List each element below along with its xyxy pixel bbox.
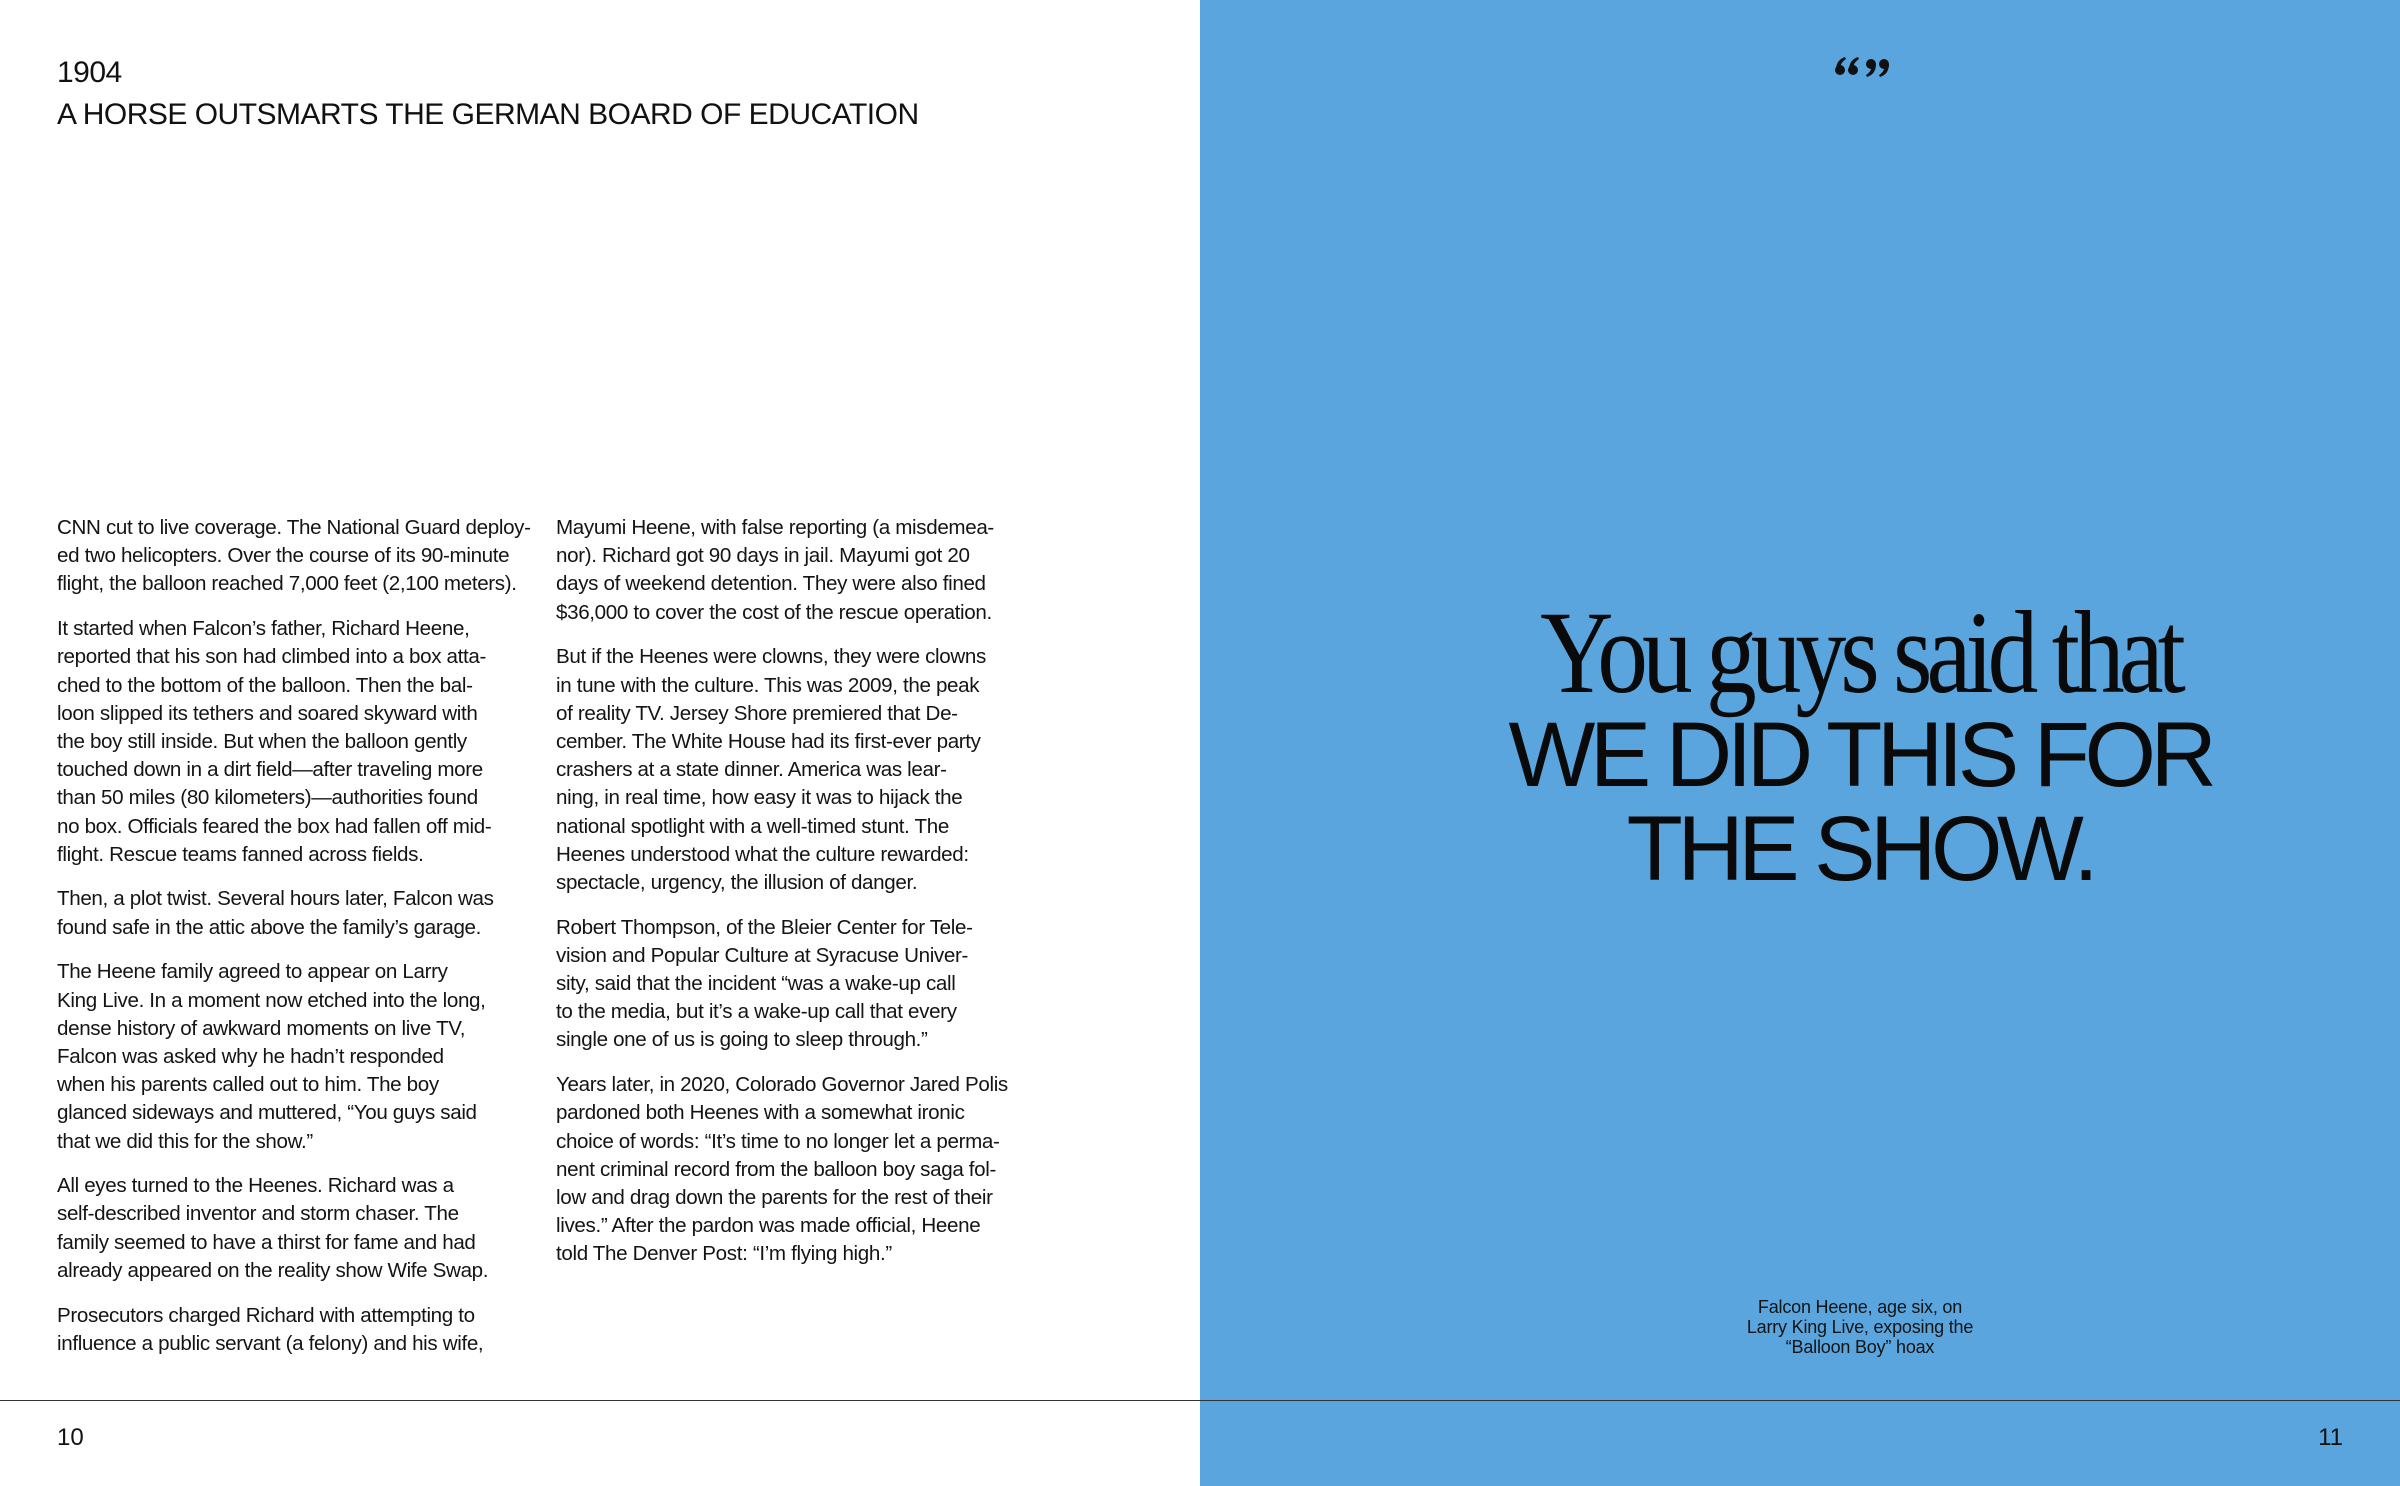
quote-marks-icon	[1834, 56, 1894, 92]
pull-quote-line-3: THE SHOW.	[1626, 798, 2094, 900]
caption-line: Falcon Heene, age six, on	[1757, 1297, 1963, 1317]
body-paragraph: Prosecutors charged Richard with attempting to influence a public servant (a felony) and his wife,	[57, 1303, 484, 1355]
page-number-right: 11	[2318, 1424, 2343, 1451]
body-paragraph: Mayumi Heene, with false reporting (a misdemea- nor). Richard got 90 days in jail. Mayumi got 20 days of weekend detention. They were also fined $36,000 to cover the cost of the rescue operation.	[556, 516, 994, 624]
body-paragraph: Then, a plot twist. Several hours later, Falcon was found safe in the attic above the family’s garage.	[57, 887, 494, 939]
pull-quote	[1400, 587, 2320, 900]
caption-line: Larry King Live, exposing the	[1746, 1317, 1974, 1337]
body-paragraph: It started when Falcon’s father, Richard Heene, reported that his son had climbed into a box atta- ched to the bottom of the balloon. Then the bal- loon slipped its tethers and soared skyward with the boy still inside. But when the balloon gently touched down in a dirt field—after traveling more than 50 miles (80 kilometers)—authorities found no box. Officials feared the box had fallen off mid- flight. Rescue teams fanned across fields.	[57, 617, 492, 866]
body-paragraph: The Heene family agreed to appear on Larry King Live. In a moment now etched into the long, dense history of awkward moments on live TV, Falcon was asked why he hadn’t responded when his parents called out to him. The boy glanced sideways and muttered, “You guys said that we did this for the show.”	[57, 960, 486, 1153]
body-paragraph: But if the Heenes were clowns, they were clowns in tune with the culture. This was 2009, the peak of reality TV. Jersey Shore premiered that De- cember. The White House had its first-ever party crashers at a state dinner. America was lear- ning, in real time, how easy it was to hijack the national spotlight with a well-timed stunt. The Heenes understood what the culture rewarded: spectacle, urgency, the illusion of danger.	[556, 645, 986, 894]
footer-divider	[0, 1400, 2400, 1401]
body-paragraph: Robert Thompson, of the Bleier Center for Tele- vision and Popular Culture at Syracuse Univer- sity, said that the incident “was a wake-up call to the media, but it’s a wake-up call that every single one of us is going to sleep through.”	[556, 915, 973, 1052]
body-paragraph: Years later, in 2020, Colorado Governor Jared Polis pardoned both Heenes with a somewhat ironic choice of words: “It’s time to no longer let a perma- nent criminal record from the balloon boy saga fol- low and drag down the parents for the rest of their lives.” After the pardon was made official, Heene told The Denver Post: “I’m flying high.”	[556, 1073, 1008, 1266]
body-paragraph: CNN cut to live coverage. The National Guard deploy- ed two helicopters. Over the course of its 90-minute flight, the balloon reached 7,000 feet (2,100 meters).	[57, 516, 531, 596]
article-year: 1904	[57, 56, 122, 89]
pull-quote-line-1: You guys said that	[1540, 587, 2180, 718]
caption-line: “Balloon Boy” hoax	[1785, 1337, 1935, 1357]
quote-caption	[1660, 1297, 2060, 1357]
body-paragraph: All eyes turned to the Heenes. Richard was a self-described inventor and storm chaser. The family seemed to have a thirst for fame and had already appeared on the reality show Wife Swap.	[57, 1174, 489, 1282]
pull-quote-line-2: WE DID THIS FOR	[1508, 704, 2212, 806]
article-headline: A HORSE OUTSMARTS THE GERMAN BOARD OF EDUCATION	[57, 98, 919, 131]
page-number-left: 10	[57, 1424, 84, 1451]
body-column-2	[556, 514, 1036, 1285]
body-column-1	[57, 514, 537, 1374]
